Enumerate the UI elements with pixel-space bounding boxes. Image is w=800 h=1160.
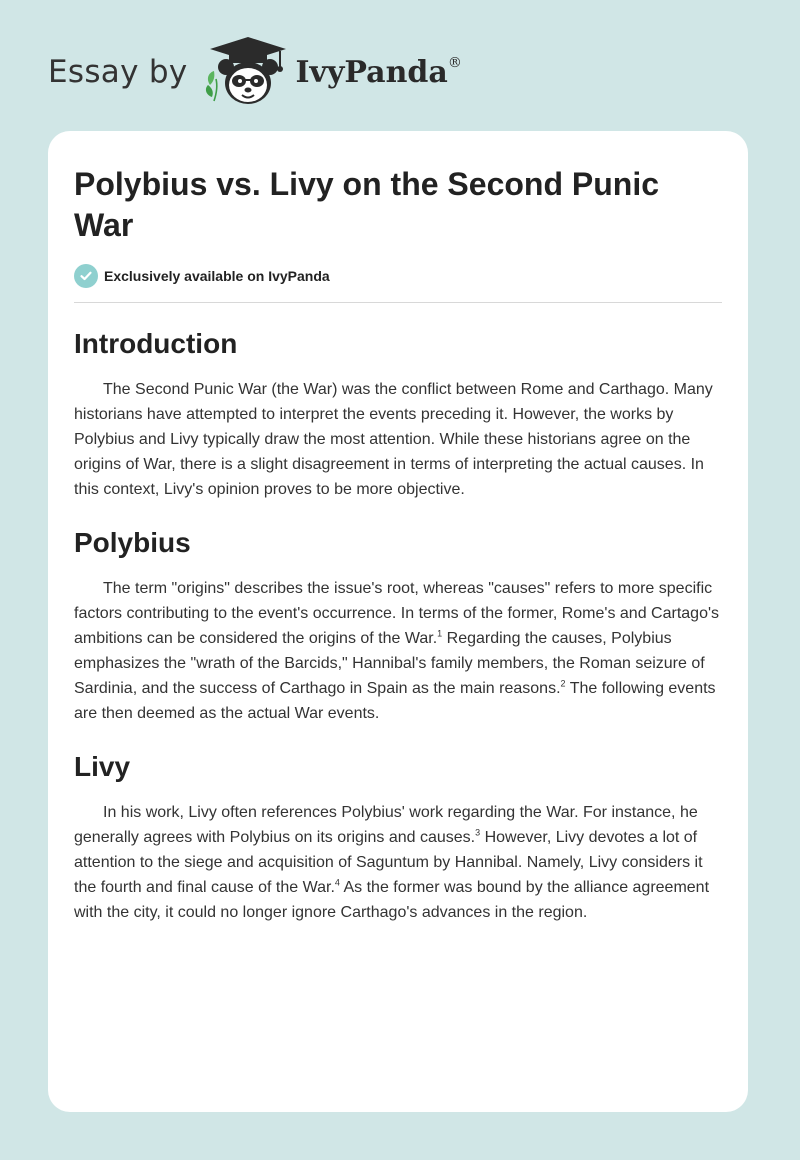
ivypanda-logo[interactable] [202, 35, 462, 109]
panda-graduation-cap-icon [202, 35, 294, 109]
page-title: Polybius vs. Livy on the Second Punic War [74, 166, 660, 243]
exclusive-badge [74, 264, 722, 288]
section-heading-polybius: Polybius [74, 527, 191, 558]
footnote-ref[interactable]: 1 [437, 628, 443, 639]
site-header [48, 34, 462, 110]
brand-name: IvyPanda® [295, 54, 462, 90]
essay-by-label: Essay by [48, 54, 188, 90]
footnote-ref[interactable]: 2 [560, 678, 566, 689]
essay-card [48, 131, 748, 1112]
section-paragraph-livy: In his work, Livy often references Polybius' work regarding the War. For instance, he generally agrees with Polybius on its origins and causes.$^3$ However, Livy devotes a lot of attention to the siege and acquisition of Saguntum by Hannibal. Namely, Livy considers it the fourth and final cause of the War.$^4$ As the former was bound by the alliance agreement with the city, it could no longer ignore Carthago's advances in the region. [74, 804, 710, 921]
check-circle-icon [74, 264, 98, 288]
footnote-ref[interactable]: 3 [475, 827, 481, 838]
exclusive-label: Exclusively available on IvyPanda [104, 268, 330, 284]
registered-mark: ® [447, 54, 462, 71]
footnote-ref[interactable]: 4 [334, 877, 340, 888]
section-paragraph-polybius: The term "origins" describes the issue's root, whereas "causes" refers to more specific factors contributing to the event's occurrence. In terms of the former, Rome's and Cartago's ambitions can be considered the origins of the War.$^1$ Regarding the causes, Polybius emphasizes the "wrath of the Barcids," Hannibal's family members, the Roman seizure of Sardinia, and the success of Carthago in Spain as the main reasons.$^2$ The following events are then deemed as the actual War events. [74, 580, 720, 722]
section-heading-introduction: Introduction [74, 328, 238, 359]
section-paragraph-introduction: The Second Punic War (the War) was the conflict between Rome and Carthago. Many historians have attempted to interpret the events preceding it. However, the works by Polybius and Livy typically draw the most attention. While these historians agree on the origins of War, there is a slight disagreement in terms of interpreting the actual causes. In this context, Livy's opinion proves to be more objective. [74, 381, 713, 498]
divider [74, 302, 722, 303]
section-heading-livy: Livy [74, 751, 131, 782]
